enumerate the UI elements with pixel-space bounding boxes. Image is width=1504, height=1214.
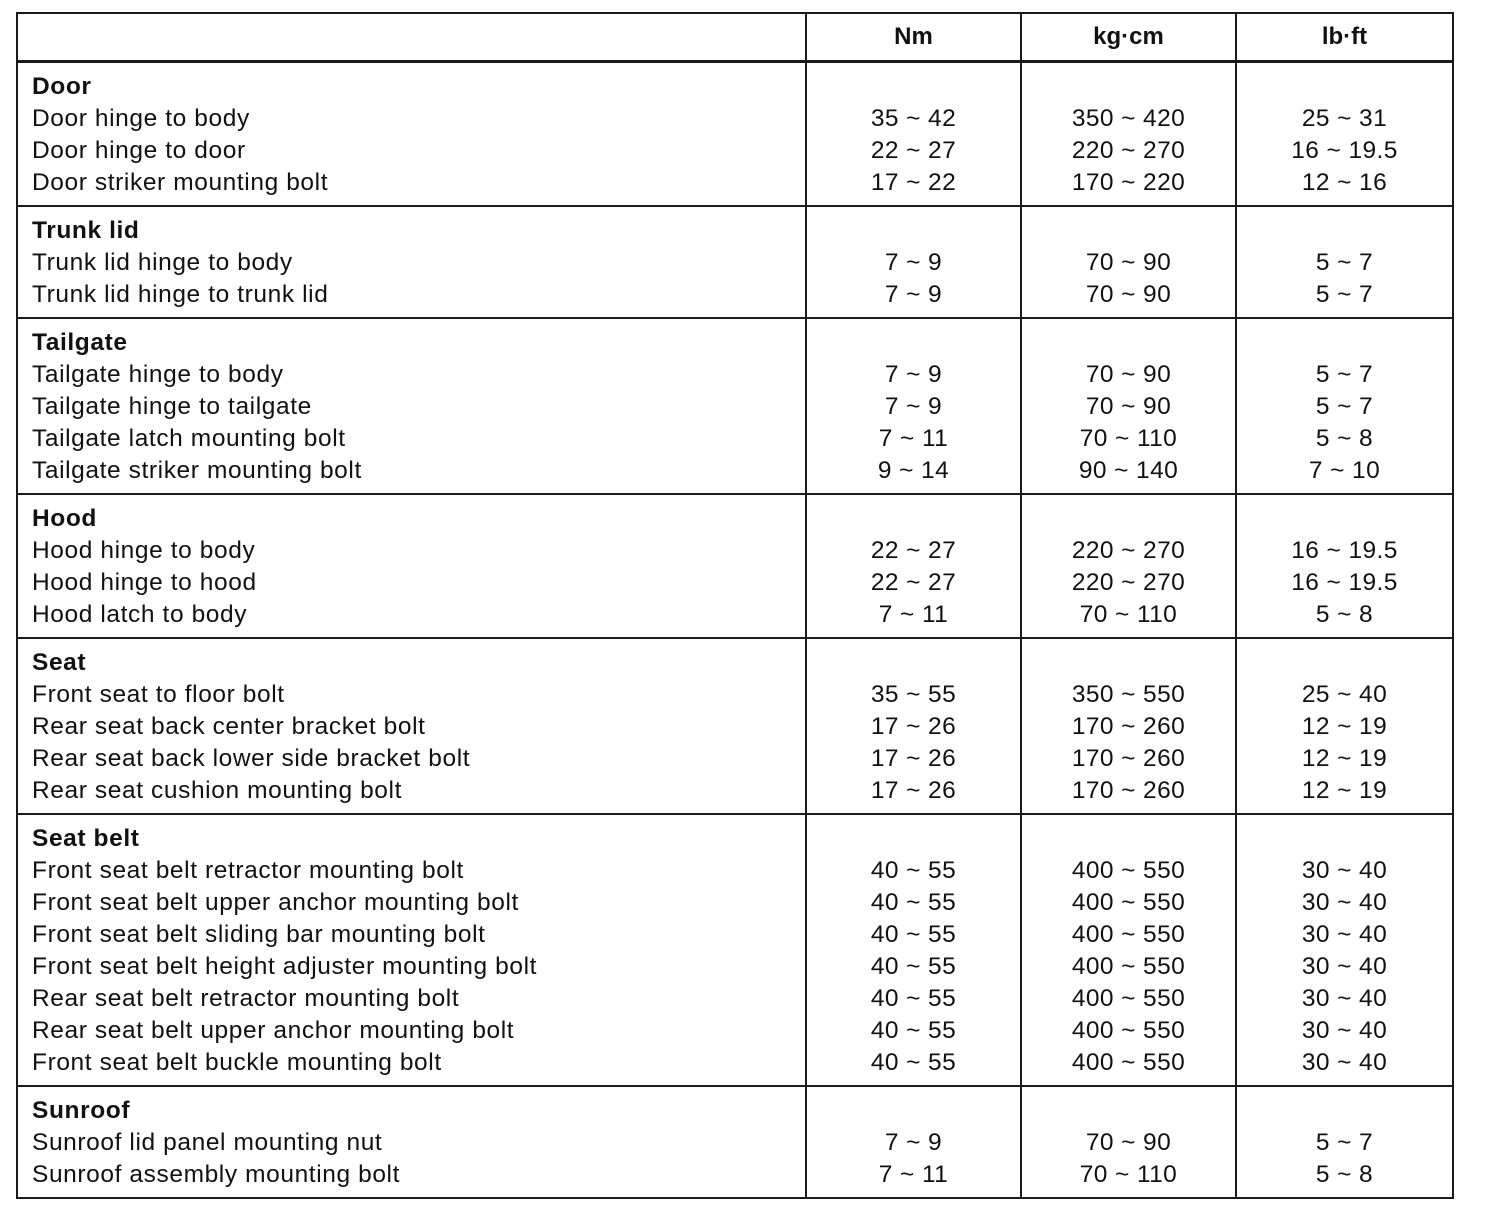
value-kgcm: 170 ~ 260: [1021, 711, 1236, 743]
value-nm: 40 ~ 55: [806, 1015, 1021, 1047]
group-title: Trunk lid: [17, 206, 806, 247]
row-name: Front seat belt buckle mounting bolt: [17, 1047, 806, 1086]
value-nm: 17 ~ 22: [806, 167, 1021, 206]
value-kgcm: 400 ~ 550: [1021, 1047, 1236, 1086]
table-row: [17, 455, 1453, 494]
value-nm: 40 ~ 55: [806, 855, 1021, 887]
value-kgcm: 70 ~ 110: [1021, 423, 1236, 455]
row-name: Front seat belt retractor mounting bolt: [17, 855, 806, 887]
row-name: Rear seat back center bracket bolt: [17, 711, 806, 743]
value-kgcm: 220 ~ 270: [1021, 535, 1236, 567]
header-kgcm: kg·cm: [1021, 13, 1236, 62]
group-sunroof: [17, 1086, 1453, 1198]
table-row: [17, 855, 1453, 887]
torque-spec-table: [16, 12, 1454, 1199]
table-row: [17, 567, 1453, 599]
empty-cell: [1021, 62, 1236, 104]
value-nm: 7 ~ 11: [806, 423, 1021, 455]
row-name: Sunroof lid panel mounting nut: [17, 1127, 806, 1159]
value-lbft: 30 ~ 40: [1236, 919, 1453, 951]
table-row: [17, 599, 1453, 638]
table-row: [17, 1015, 1453, 1047]
table-row: [17, 679, 1453, 711]
row-name: Rear seat cushion mounting bolt: [17, 775, 806, 814]
value-kgcm: 350 ~ 550: [1021, 679, 1236, 711]
value-kgcm: 220 ~ 270: [1021, 567, 1236, 599]
value-lbft: 30 ~ 40: [1236, 1015, 1453, 1047]
value-nm: 40 ~ 55: [806, 983, 1021, 1015]
group-hood: [17, 494, 1453, 638]
table-row: [17, 743, 1453, 775]
value-nm: 17 ~ 26: [806, 711, 1021, 743]
empty-cell: [1236, 638, 1453, 679]
row-name: Sunroof assembly mounting bolt: [17, 1159, 806, 1198]
empty-cell: [1021, 318, 1236, 359]
value-nm: 17 ~ 26: [806, 775, 1021, 814]
value-kgcm: 70 ~ 90: [1021, 1127, 1236, 1159]
value-lbft: 5 ~ 8: [1236, 1159, 1453, 1198]
row-name: Trunk lid hinge to trunk lid: [17, 279, 806, 318]
group-title: Door: [17, 62, 806, 104]
value-kgcm: 70 ~ 90: [1021, 391, 1236, 423]
value-lbft: 5 ~ 8: [1236, 599, 1453, 638]
value-nm: 40 ~ 55: [806, 951, 1021, 983]
row-name: Hood hinge to hood: [17, 567, 806, 599]
value-nm: 7 ~ 9: [806, 279, 1021, 318]
value-nm: 7 ~ 9: [806, 391, 1021, 423]
empty-cell: [806, 62, 1021, 104]
group-title-row: [17, 62, 1453, 104]
header-nm: Nm: [806, 13, 1021, 62]
empty-cell: [1236, 62, 1453, 104]
value-nm: 22 ~ 27: [806, 535, 1021, 567]
row-name: Tailgate striker mounting bolt: [17, 455, 806, 494]
table-row: [17, 1159, 1453, 1198]
value-kgcm: 170 ~ 260: [1021, 775, 1236, 814]
value-nm: 35 ~ 42: [806, 103, 1021, 135]
group-seat: [17, 638, 1453, 814]
value-lbft: 5 ~ 7: [1236, 247, 1453, 279]
row-name: Trunk lid hinge to body: [17, 247, 806, 279]
header-row: [17, 13, 1453, 62]
row-name: Front seat belt sliding bar mounting bolt: [17, 919, 806, 951]
table-row: [17, 775, 1453, 814]
value-nm: 7 ~ 11: [806, 599, 1021, 638]
empty-cell: [1021, 206, 1236, 247]
table-row: [17, 391, 1453, 423]
row-name: Front seat to floor bolt: [17, 679, 806, 711]
empty-cell: [1021, 814, 1236, 855]
value-kgcm: 400 ~ 550: [1021, 983, 1236, 1015]
empty-cell: [1021, 494, 1236, 535]
empty-cell: [806, 814, 1021, 855]
value-lbft: 16 ~ 19.5: [1236, 135, 1453, 167]
table-row: [17, 535, 1453, 567]
value-kgcm: 70 ~ 90: [1021, 247, 1236, 279]
value-lbft: 5 ~ 7: [1236, 391, 1453, 423]
empty-cell: [1021, 638, 1236, 679]
row-name: Door hinge to body: [17, 103, 806, 135]
group-title-row: [17, 206, 1453, 247]
value-lbft: 12 ~ 19: [1236, 711, 1453, 743]
empty-cell: [806, 638, 1021, 679]
value-kgcm: 70 ~ 110: [1021, 599, 1236, 638]
row-name: Front seat belt height adjuster mounting bolt: [17, 951, 806, 983]
row-name: Front seat belt upper anchor mounting bolt: [17, 887, 806, 919]
row-name: Hood latch to body: [17, 599, 806, 638]
value-nm: 7 ~ 9: [806, 247, 1021, 279]
value-nm: 7 ~ 9: [806, 359, 1021, 391]
value-lbft: 7 ~ 10: [1236, 455, 1453, 494]
group-title-row: [17, 1086, 1453, 1127]
value-kgcm: 400 ~ 550: [1021, 855, 1236, 887]
table-header: [17, 13, 1453, 62]
table-row: [17, 1047, 1453, 1086]
empty-cell: [1236, 814, 1453, 855]
value-lbft: 30 ~ 40: [1236, 887, 1453, 919]
header-item: [17, 13, 806, 62]
group-title: Tailgate: [17, 318, 806, 359]
empty-cell: [806, 318, 1021, 359]
table-row: [17, 247, 1453, 279]
row-name: Hood hinge to body: [17, 535, 806, 567]
group-title-row: [17, 318, 1453, 359]
value-kgcm: 70 ~ 110: [1021, 1159, 1236, 1198]
empty-cell: [1021, 1086, 1236, 1127]
row-name: Door hinge to door: [17, 135, 806, 167]
value-nm: 17 ~ 26: [806, 743, 1021, 775]
row-name: Tailgate hinge to tailgate: [17, 391, 806, 423]
value-lbft: 30 ~ 40: [1236, 855, 1453, 887]
value-nm: 40 ~ 55: [806, 919, 1021, 951]
value-kgcm: 400 ~ 550: [1021, 951, 1236, 983]
value-lbft: 12 ~ 19: [1236, 743, 1453, 775]
value-kgcm: 70 ~ 90: [1021, 359, 1236, 391]
group-title-row: [17, 494, 1453, 535]
group-trunk-lid: [17, 206, 1453, 318]
value-kgcm: 400 ~ 550: [1021, 1015, 1236, 1047]
value-nm: 7 ~ 9: [806, 1127, 1021, 1159]
empty-cell: [806, 1086, 1021, 1127]
empty-cell: [1236, 206, 1453, 247]
value-nm: 35 ~ 55: [806, 679, 1021, 711]
table-row: [17, 135, 1453, 167]
row-name: Rear seat belt upper anchor mounting bolt: [17, 1015, 806, 1047]
group-title: Seat belt: [17, 814, 806, 855]
header-lbft: lb·ft: [1236, 13, 1453, 62]
row-name: Rear seat belt retractor mounting bolt: [17, 983, 806, 1015]
table-row: [17, 103, 1453, 135]
table-row: [17, 983, 1453, 1015]
empty-cell: [1236, 494, 1453, 535]
group-door: [17, 62, 1453, 207]
value-nm: 40 ~ 55: [806, 1047, 1021, 1086]
value-lbft: 5 ~ 8: [1236, 423, 1453, 455]
empty-cell: [806, 206, 1021, 247]
value-kgcm: 400 ~ 550: [1021, 887, 1236, 919]
empty-cell: [1236, 1086, 1453, 1127]
value-kgcm: 90 ~ 140: [1021, 455, 1236, 494]
row-name: Door striker mounting bolt: [17, 167, 806, 206]
group-title: Seat: [17, 638, 806, 679]
value-lbft: 16 ~ 19.5: [1236, 567, 1453, 599]
value-nm: 7 ~ 11: [806, 1159, 1021, 1198]
group-seat-belt: [17, 814, 1453, 1086]
table-row: [17, 919, 1453, 951]
empty-cell: [1236, 318, 1453, 359]
value-lbft: 12 ~ 16: [1236, 167, 1453, 206]
value-nm: 22 ~ 27: [806, 135, 1021, 167]
table-row: [17, 359, 1453, 391]
table-row: [17, 951, 1453, 983]
row-name: Tailgate latch mounting bolt: [17, 423, 806, 455]
table-row: [17, 167, 1453, 206]
value-nm: 22 ~ 27: [806, 567, 1021, 599]
value-lbft: 30 ~ 40: [1236, 1047, 1453, 1086]
table-row: [17, 279, 1453, 318]
table-row: [17, 711, 1453, 743]
group-title-row: [17, 814, 1453, 855]
value-kgcm: 400 ~ 550: [1021, 919, 1236, 951]
value-kgcm: 70 ~ 90: [1021, 279, 1236, 318]
value-lbft: 16 ~ 19.5: [1236, 535, 1453, 567]
value-kgcm: 170 ~ 260: [1021, 743, 1236, 775]
row-name: Tailgate hinge to body: [17, 359, 806, 391]
table-row: [17, 423, 1453, 455]
value-lbft: 30 ~ 40: [1236, 951, 1453, 983]
table-row: [17, 887, 1453, 919]
value-kgcm: 220 ~ 270: [1021, 135, 1236, 167]
group-title-row: [17, 638, 1453, 679]
table-row: [17, 1127, 1453, 1159]
row-name: Rear seat back lower side bracket bolt: [17, 743, 806, 775]
value-lbft: 5 ~ 7: [1236, 279, 1453, 318]
value-lbft: 5 ~ 7: [1236, 359, 1453, 391]
group-tailgate: [17, 318, 1453, 494]
value-lbft: 5 ~ 7: [1236, 1127, 1453, 1159]
value-nm: 9 ~ 14: [806, 455, 1021, 494]
value-kgcm: 170 ~ 220: [1021, 167, 1236, 206]
value-lbft: 30 ~ 40: [1236, 983, 1453, 1015]
value-lbft: 25 ~ 31: [1236, 103, 1453, 135]
group-title: Sunroof: [17, 1086, 806, 1127]
group-title: Hood: [17, 494, 806, 535]
value-lbft: 12 ~ 19: [1236, 775, 1453, 814]
value-kgcm: 350 ~ 420: [1021, 103, 1236, 135]
empty-cell: [806, 494, 1021, 535]
value-lbft: 25 ~ 40: [1236, 679, 1453, 711]
value-nm: 40 ~ 55: [806, 887, 1021, 919]
